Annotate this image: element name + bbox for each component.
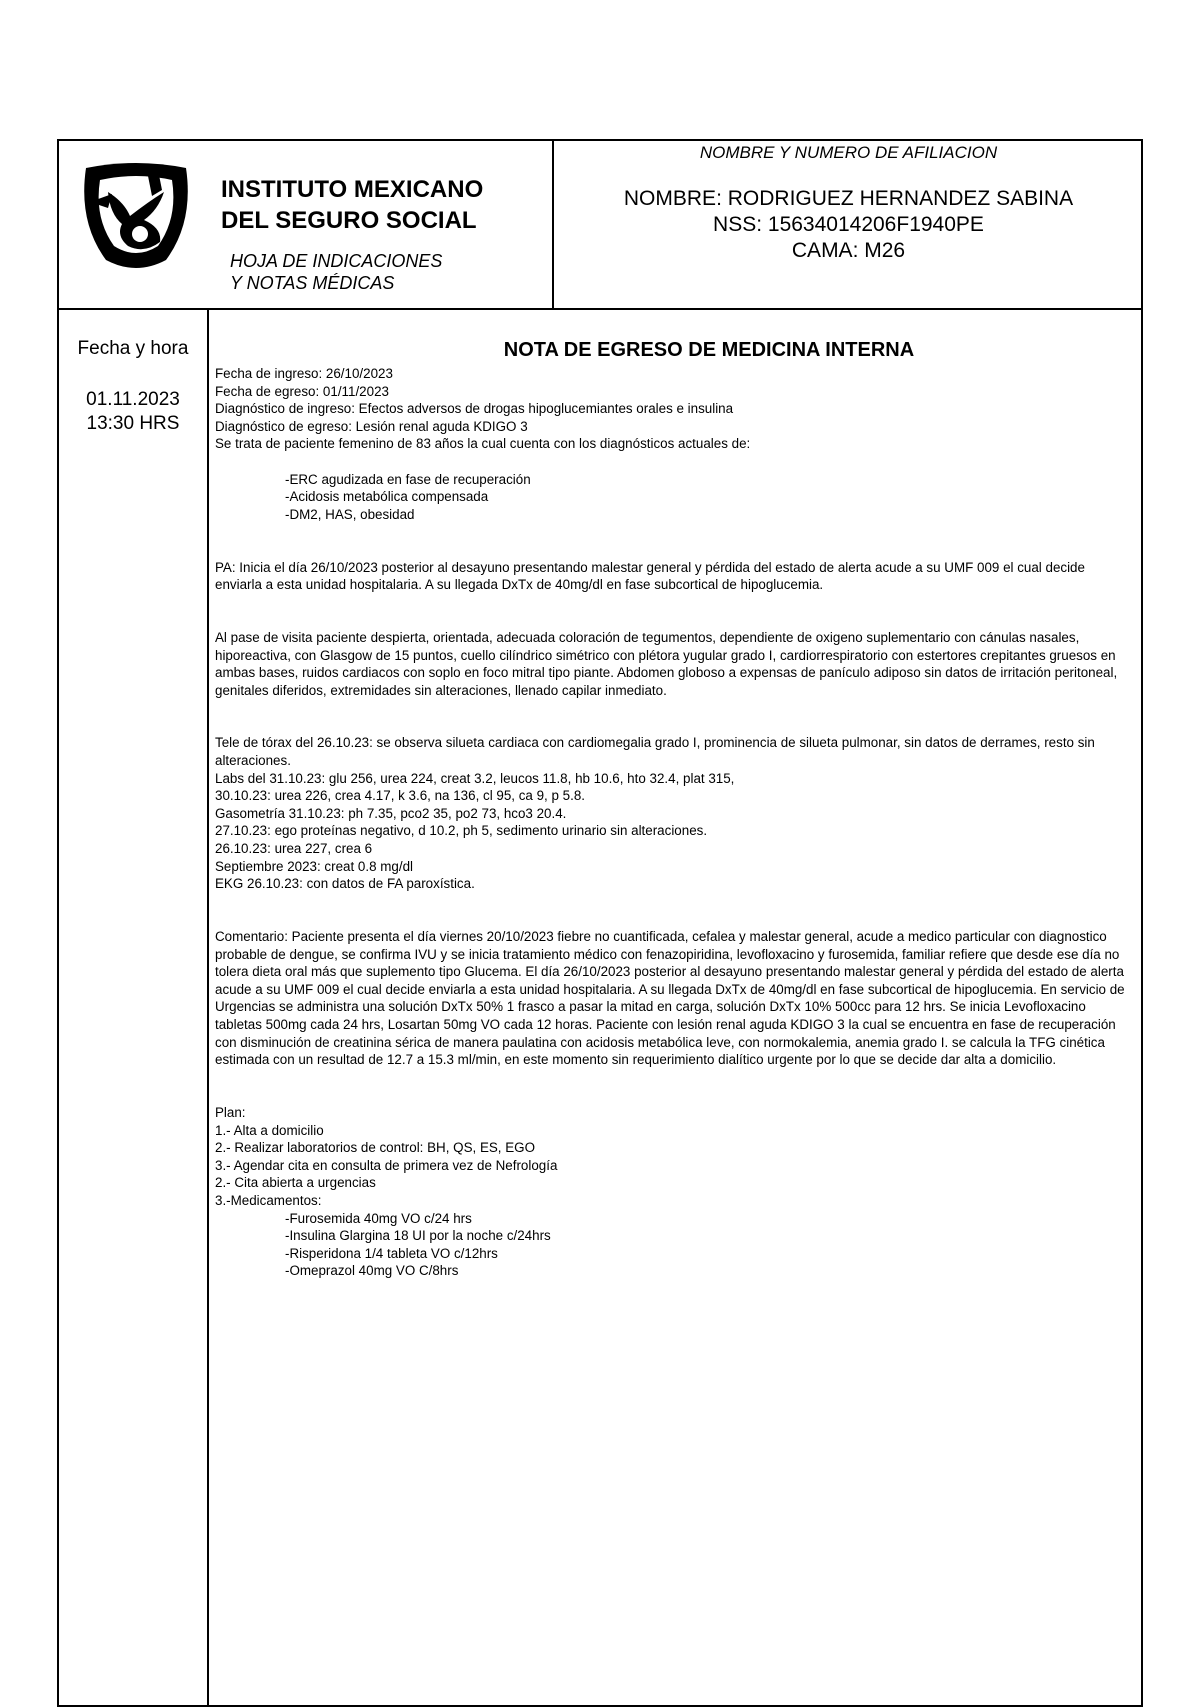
affiliation-title: NOMBRE Y NUMERO DE AFILIACION xyxy=(699,143,998,162)
patient-nss: NSS: 15634014206F1940PE xyxy=(713,213,984,236)
patient-bed: CAMA: M26 xyxy=(791,239,906,262)
institution-line-2: DEL SEGURO SOCIAL xyxy=(221,207,477,234)
note-title: NOTA DE EGRESO DE MEDICINA INTERNA xyxy=(503,339,915,361)
table-left-border xyxy=(57,139,59,1707)
clinical-comment: Comentario: Paciente presenta el día viernes 20/10/2023 fiebre no cuantificada, cefalea y malestar general, acude a medico particular con diagnostico probable de dengue, se confirma IVU y se inicia tratamiento médico con fenazopiridina, levofloxacino y furosemida, familiar refiere que desde ese día no tolera dieta oral más que suplemento tipo Glucema. El día 26/10/2023 posterior al desayuno presentando malestar general y pérdida del estado de alerta acude a su UMF 009 el cual decide enviarla a esta unidad hospitalaria. A su llegada DxTx de 40mg/dl en fase subcortical de hipoglucemia. En servicio de Urgencias se administra una solución DxTx 50% 1 frasco a pasar la mitad en carga, solución DxTx 10% 500cc para 12 hrs. Se inicia Levofloxacino tabletas 500mg cada 24 hrs, Losartan 50mg VO cada 12 horas. Paciente con lesión renal aguda KDIGO 3 la cual se encuentra en fase de recuperación con disminución de creatinina sérica de manera paulatina con acidosis metabólica leve, con normokalemia, anemia grado I. se calcula la TFG cinética estimada con un resultad de 12.7 a 15.3 ml/min, en este momento sin requerimiento dialítico urgente por lo que se decide dar alta a domicilio. xyxy=(215,929,1125,1068)
study-line: EKG 26.10.23: con datos de FA paroxística. xyxy=(215,876,475,892)
plan-title: Plan: xyxy=(215,1104,246,1120)
datetime-label: Fecha y hora xyxy=(77,338,189,359)
medication-item: -Omeprazol 40mg VO C/8hrs xyxy=(285,1263,459,1279)
study-line: Tele de tórax del 26.10.23: se observa silueta cardiaca con cardiomegalia grado I, prominencia de silueta pulmonar, sin datos de derrames, resto sin alteraciones. xyxy=(215,735,1095,769)
study-line: 27.10.23: ego proteínas negativo, d 10.2, ph 5, sedimento urinario sin alteraciones. xyxy=(215,823,708,839)
study-line: Gasometría 31.10.23: ph 7.35, pco2 35, po2 73, hco3 20.4. xyxy=(215,805,567,821)
form-subtitle-line-2: Y NOTAS MÉDICAS xyxy=(230,273,395,293)
form-subtitle xyxy=(230,250,442,294)
date-column-divider xyxy=(207,308,209,1707)
patient-name: NOMBRE: RODRIGUEZ HERNANDEZ SABINA xyxy=(623,187,1074,210)
plan-item: 1.- Alta a domicilio xyxy=(215,1122,324,1138)
admission-diagnosis: Diagnóstico de ingreso: Efectos adversos de drogas hipoglucemiantes orales e insulina xyxy=(215,401,734,417)
note-date: 01.11.2023 xyxy=(86,389,180,410)
present-illness: PA: Inicia el día 26/10/2023 posterior al desayuno presentando malestar general y pérdida del estado de alerta acude a su UMF 009 el cual decide enviarla a esta unidad hospitalaria. A su llegada DxTx de 40mg/dl en fase subcortical de hipoglucemia. xyxy=(215,559,1085,593)
medication-item: -Risperidona 1/4 tableta VO c/12hrs xyxy=(285,1245,498,1261)
note-time: 13:30 HRS xyxy=(86,413,180,434)
header-bottom-border xyxy=(57,308,1143,310)
discharge-date: Fecha de egreso: 01/11/2023 xyxy=(215,383,389,399)
physical-exam: Al pase de visita paciente despierta, orientada, adecuada coloración de tegumentos, dependiente de oxigeno suplementario con cánulas nasales, hiporeactiva, con Glasgow de 15 puntos, cuello cilíndrico simétrico con plétora yugular grado I, cardiorrespiratorio con estertores crepitantes gruesos en ambas bases, ruidos cardiacos con soplo en foco mitral tipo piante. Abdomen globoso a expensas de panículo adiposo sin datos de irritación peritoneal, genitales diferidos, extremidades sin alteraciones, llenado capilar inmediato. xyxy=(215,629,1118,698)
admission-date: Fecha de ingreso: 26/10/2023 xyxy=(215,366,393,381)
institution-line-1: INSTITUTO MEXICANO xyxy=(221,176,484,203)
table-right-border xyxy=(1141,139,1143,1707)
medication-item: -Furosemida 40mg VO c/24 hrs xyxy=(285,1210,472,1226)
study-line: Labs del 31.10.23: glu 256, urea 224, creat 3.2, leucos 11.8, hb 10.6, hto 32.4, plat 315, xyxy=(215,770,735,786)
study-line: 30.10.23: urea 226, crea 4.17, k 3.6, na 136, cl 95, ca 9, p 5.8. xyxy=(215,788,585,804)
study-line: Septiembre 2023: creat 0.8 mg/dl xyxy=(215,858,413,874)
medication-item: -Insulina Glargina 18 UI por la noche c/24hrs xyxy=(285,1228,551,1244)
patient-info xyxy=(554,186,1143,264)
plan-item: 3.- Agendar cita en consulta de primera vez de Nefrología xyxy=(215,1157,558,1173)
patient-intro: Se trata de paciente femenino de 83 años la cual cuenta con los diagnósticos actuales de: xyxy=(215,436,751,452)
discharge-diagnosis: Diagnóstico de egreso: Lesión renal aguda KDIGO 3 xyxy=(215,418,528,434)
institution-name xyxy=(221,174,483,236)
plan-item: 3.-Medicamentos: xyxy=(215,1192,322,1208)
form-subtitle-line-1: HOJA DE INDICACIONES xyxy=(230,251,443,271)
diagnosis-item: -DM2, HAS, obesidad xyxy=(285,506,415,522)
diagnosis-item: -ERC agudizada en fase de recuperación xyxy=(285,471,531,487)
note-body xyxy=(215,365,1132,1280)
datetime-value xyxy=(59,388,207,436)
diagnosis-item: -Acidosis metabólica compensada xyxy=(285,489,489,505)
plan-item: 2.- Cita abierta a urgencias xyxy=(215,1175,376,1191)
plan-item: 2.- Realizar laboratorios de control: BH, QS, ES, EGO xyxy=(215,1140,536,1156)
imss-logo xyxy=(78,162,194,274)
table-top-border xyxy=(57,139,1143,141)
study-line: 26.10.23: urea 227, crea 6 xyxy=(215,841,373,857)
